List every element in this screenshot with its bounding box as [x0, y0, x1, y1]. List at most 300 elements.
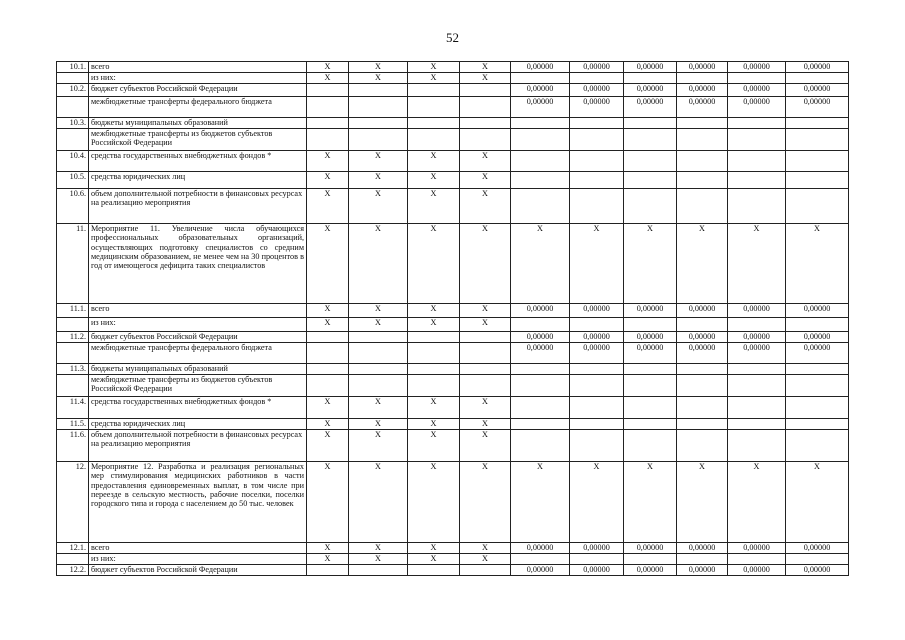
- row-label: объем дополнительной потребности в финансовых ресурсах на реализацию мероприятия: [89, 189, 307, 224]
- table-cell: [677, 397, 728, 419]
- table-cell: X: [349, 430, 408, 462]
- table-cell: [511, 375, 570, 397]
- row-number: 10.6.: [57, 189, 89, 224]
- table-cell: 0,00000: [728, 62, 786, 73]
- table-row: [57, 462, 849, 543]
- table-cell: X: [408, 318, 460, 332]
- row-number: 11.4.: [57, 397, 89, 419]
- table-cell: 0,00000: [728, 97, 786, 118]
- table-cell: X: [307, 151, 349, 172]
- table-row: [57, 397, 849, 419]
- page-number: 52: [446, 30, 459, 45]
- table-cell: X: [460, 172, 511, 189]
- row-number: [57, 129, 89, 151]
- table-row: [57, 565, 849, 576]
- table-cell: 0,00000: [677, 543, 728, 554]
- table-cell: 0,00000: [786, 304, 849, 318]
- table-cell: [408, 565, 460, 576]
- table-cell: X: [408, 62, 460, 73]
- table-cell: [786, 397, 849, 419]
- table-cell: X: [786, 224, 849, 304]
- table-cell: [624, 554, 677, 565]
- row-label: всего: [89, 304, 307, 318]
- table-cell: X: [570, 224, 624, 304]
- table-cell: [570, 397, 624, 419]
- table-cell: [728, 364, 786, 375]
- table-cell: 0,00000: [570, 543, 624, 554]
- table-cell: [786, 172, 849, 189]
- row-number: [57, 375, 89, 397]
- table-cell: [786, 430, 849, 462]
- row-number: 12.: [57, 462, 89, 543]
- table-cell: X: [624, 224, 677, 304]
- table-cell: [677, 364, 728, 375]
- table-cell: 0,00000: [570, 84, 624, 97]
- table-cell: [624, 189, 677, 224]
- table-row: [57, 430, 849, 462]
- row-number: 11.6.: [57, 430, 89, 462]
- row-number: 10.1.: [57, 62, 89, 73]
- table-cell: [408, 364, 460, 375]
- table-cell: 0,00000: [511, 343, 570, 364]
- table-cell: X: [460, 430, 511, 462]
- row-label: из них:: [89, 318, 307, 332]
- table-cell: 0,00000: [677, 565, 728, 576]
- row-number: [57, 97, 89, 118]
- table-cell: X: [677, 224, 728, 304]
- row-number: [57, 318, 89, 332]
- table-cell: [460, 84, 511, 97]
- table-cell: 0,00000: [677, 343, 728, 364]
- table-cell: [786, 364, 849, 375]
- table-cell: 0,00000: [786, 543, 849, 554]
- row-number: [57, 73, 89, 84]
- table-cell: 0,00000: [786, 97, 849, 118]
- table-cell: [728, 375, 786, 397]
- table-cell: X: [408, 430, 460, 462]
- table-cell: X: [460, 397, 511, 419]
- table-cell: [786, 419, 849, 430]
- table-cell: [460, 118, 511, 129]
- table-cell: 0,00000: [570, 565, 624, 576]
- table-cell: [728, 73, 786, 84]
- row-label: межбюджетные трансферты федерального бюджета: [89, 343, 307, 364]
- table-row: [57, 172, 849, 189]
- table-cell: [677, 172, 728, 189]
- table-cell: X: [460, 62, 511, 73]
- table-cell: [624, 151, 677, 172]
- table-cell: [349, 565, 408, 576]
- table-cell: X: [728, 224, 786, 304]
- table-cell: [570, 118, 624, 129]
- row-label: средства юридических лиц: [89, 172, 307, 189]
- table-cell: [728, 189, 786, 224]
- table-cell: [511, 129, 570, 151]
- table-cell: [786, 318, 849, 332]
- row-label: средства государственных внебюджетных фондов *: [89, 151, 307, 172]
- table-cell: X: [460, 224, 511, 304]
- table-cell: [307, 332, 349, 343]
- table-row: [57, 129, 849, 151]
- row-number: 10.4.: [57, 151, 89, 172]
- table-cell: [307, 364, 349, 375]
- table-cell: 0,00000: [786, 84, 849, 97]
- table-cell: X: [677, 462, 728, 543]
- table-cell: [728, 129, 786, 151]
- table-cell: [511, 151, 570, 172]
- table-cell: 0,00000: [728, 84, 786, 97]
- table-cell: X: [307, 318, 349, 332]
- table-cell: [349, 84, 408, 97]
- table-cell: [677, 151, 728, 172]
- table-row: [57, 419, 849, 430]
- table-cell: [786, 189, 849, 224]
- table-cell: X: [307, 172, 349, 189]
- table-cell: [677, 554, 728, 565]
- table-cell: 0,00000: [511, 97, 570, 118]
- table-cell: X: [460, 73, 511, 84]
- row-label: бюджет субъектов Российской Федерации: [89, 84, 307, 97]
- table-row: [57, 364, 849, 375]
- table-cell: [786, 151, 849, 172]
- table-cell: [786, 73, 849, 84]
- table-cell: X: [349, 397, 408, 419]
- table-cell: [570, 151, 624, 172]
- row-number: 10.3.: [57, 118, 89, 129]
- table-cell: 0,00000: [624, 343, 677, 364]
- row-label: межбюджетные трансферты федерального бюджета: [89, 97, 307, 118]
- table-cell: [511, 189, 570, 224]
- table-cell: X: [460, 462, 511, 543]
- row-label: бюджеты муниципальных образований: [89, 364, 307, 375]
- table-row: [57, 151, 849, 172]
- row-label: Мероприятие 11. Увеличение числа обучающихся профессиональных образовательных организаций, осуществляющих подготовку специалистов со средним медицинским образованием, не менее чем на 30 процентов в год от имеющегося дефицита таких специалистов: [89, 224, 307, 304]
- table-cell: [307, 129, 349, 151]
- table-cell: 0,00000: [570, 332, 624, 343]
- table-cell: X: [349, 304, 408, 318]
- table-cell: [677, 73, 728, 84]
- row-number: 12.2.: [57, 565, 89, 576]
- row-label: межбюджетные трансферты из бюджетов субъектов Российской Федерации: [89, 129, 307, 151]
- table-cell: 0,00000: [728, 565, 786, 576]
- table-row: [57, 375, 849, 397]
- table-cell: [408, 97, 460, 118]
- table-cell: [624, 397, 677, 419]
- table-cell: [677, 430, 728, 462]
- table-cell: [408, 332, 460, 343]
- table-cell: X: [307, 397, 349, 419]
- row-label: бюджеты муниципальных образований: [89, 118, 307, 129]
- table-cell: [677, 129, 728, 151]
- table-cell: X: [349, 172, 408, 189]
- table-cell: 0,00000: [624, 62, 677, 73]
- row-number: 10.2.: [57, 84, 89, 97]
- table-cell: X: [307, 189, 349, 224]
- table-cell: 0,00000: [624, 543, 677, 554]
- table-cell: [570, 189, 624, 224]
- table-cell: 0,00000: [786, 62, 849, 73]
- table-cell: [460, 332, 511, 343]
- table-cell: [624, 430, 677, 462]
- table-cell: [307, 375, 349, 397]
- table-cell: [624, 73, 677, 84]
- table-row: [57, 97, 849, 118]
- table-cell: X: [408, 73, 460, 84]
- table-cell: X: [624, 462, 677, 543]
- table-cell: X: [307, 62, 349, 73]
- row-number: [57, 554, 89, 565]
- table-cell: [570, 364, 624, 375]
- table-cell: X: [349, 462, 408, 543]
- table-row: [57, 73, 849, 84]
- table-cell: X: [307, 543, 349, 554]
- table-cell: X: [408, 462, 460, 543]
- table-cell: X: [408, 543, 460, 554]
- table-cell: [511, 364, 570, 375]
- table-cell: [677, 375, 728, 397]
- table-cell: X: [460, 189, 511, 224]
- table-cell: X: [349, 543, 408, 554]
- table-cell: X: [408, 224, 460, 304]
- row-number: 10.5.: [57, 172, 89, 189]
- table-cell: X: [460, 543, 511, 554]
- table-cell: X: [786, 462, 849, 543]
- table-cell: [728, 118, 786, 129]
- table-cell: X: [307, 462, 349, 543]
- table-cell: [624, 172, 677, 189]
- table-row: [57, 84, 849, 97]
- table-cell: 0,00000: [677, 84, 728, 97]
- budget-table: [56, 61, 849, 576]
- table-cell: [624, 129, 677, 151]
- table-cell: [349, 332, 408, 343]
- table-cell: [511, 73, 570, 84]
- table-cell: X: [728, 462, 786, 543]
- table-row: [57, 543, 849, 554]
- table-cell: [511, 430, 570, 462]
- table-cell: [677, 318, 728, 332]
- table-cell: [511, 318, 570, 332]
- table-cell: [677, 118, 728, 129]
- row-number: 11.3.: [57, 364, 89, 375]
- table-row: [57, 224, 849, 304]
- table-cell: 0,00000: [728, 332, 786, 343]
- table-cell: X: [511, 462, 570, 543]
- table-cell: [460, 565, 511, 576]
- table-cell: [624, 375, 677, 397]
- table-row: [57, 62, 849, 73]
- table-cell: X: [511, 224, 570, 304]
- table-cell: [408, 343, 460, 364]
- table-cell: [349, 375, 408, 397]
- table-cell: [728, 554, 786, 565]
- row-number: 11.: [57, 224, 89, 304]
- table-cell: [511, 419, 570, 430]
- table-cell: X: [349, 318, 408, 332]
- table-cell: [349, 97, 408, 118]
- table-cell: [728, 172, 786, 189]
- table-cell: [408, 84, 460, 97]
- table-cell: X: [408, 151, 460, 172]
- table-cell: 0,00000: [570, 343, 624, 364]
- table-cell: X: [349, 151, 408, 172]
- table-cell: 0,00000: [624, 565, 677, 576]
- table-cell: X: [460, 419, 511, 430]
- table-cell: [677, 189, 728, 224]
- table-cell: 0,00000: [511, 565, 570, 576]
- row-number: [57, 343, 89, 364]
- table-cell: X: [460, 318, 511, 332]
- table-cell: [624, 364, 677, 375]
- table-cell: [570, 554, 624, 565]
- row-label: Мероприятие 12. Разработка и реализация региональных мер стимулирования медицинских работников в части предоставления единовременных выплат, в том числе при переезде в сельскую местность, рабочие поселки, поселки городского типа и города с населением до 50 тыс. человек: [89, 462, 307, 543]
- table-cell: [511, 118, 570, 129]
- table-cell: [786, 129, 849, 151]
- table-cell: [349, 118, 408, 129]
- row-label: бюджет субъектов Российской Федерации: [89, 332, 307, 343]
- table-cell: [728, 419, 786, 430]
- table-cell: 0,00000: [511, 304, 570, 318]
- table-cell: X: [460, 304, 511, 318]
- table-cell: 0,00000: [677, 62, 728, 73]
- table-cell: 0,00000: [728, 304, 786, 318]
- row-label: из них:: [89, 554, 307, 565]
- table-cell: [460, 343, 511, 364]
- row-label: объем дополнительной потребности в финансовых ресурсах на реализацию мероприятия: [89, 430, 307, 462]
- table-cell: [349, 129, 408, 151]
- row-number: 11.1.: [57, 304, 89, 318]
- table-cell: 0,00000: [786, 332, 849, 343]
- table-cell: X: [349, 73, 408, 84]
- table-cell: X: [408, 419, 460, 430]
- row-label: средства юридических лиц: [89, 419, 307, 430]
- table-cell: X: [307, 304, 349, 318]
- table-cell: [728, 318, 786, 332]
- table-row: [57, 118, 849, 129]
- table-cell: [570, 419, 624, 430]
- table-cell: X: [307, 224, 349, 304]
- table-cell: X: [408, 304, 460, 318]
- table-cell: 0,00000: [511, 84, 570, 97]
- row-label: из них:: [89, 73, 307, 84]
- table-cell: [786, 554, 849, 565]
- table-cell: X: [570, 462, 624, 543]
- table-cell: [511, 397, 570, 419]
- table-cell: [307, 343, 349, 364]
- table-cell: [349, 364, 408, 375]
- table-cell: X: [408, 189, 460, 224]
- table-cell: [408, 118, 460, 129]
- table-cell: 0,00000: [624, 84, 677, 97]
- table-row: [57, 318, 849, 332]
- table-cell: [460, 129, 511, 151]
- table-cell: 0,00000: [786, 343, 849, 364]
- table-cell: 0,00000: [570, 97, 624, 118]
- table-row: [57, 304, 849, 318]
- table-cell: X: [307, 554, 349, 565]
- table-cell: [307, 84, 349, 97]
- table-cell: X: [460, 151, 511, 172]
- table-cell: [460, 97, 511, 118]
- table-cell: [570, 73, 624, 84]
- table-cell: [570, 129, 624, 151]
- table-row: [57, 554, 849, 565]
- table-cell: 0,00000: [511, 543, 570, 554]
- table-cell: [460, 364, 511, 375]
- row-label: всего: [89, 543, 307, 554]
- table-cell: [570, 375, 624, 397]
- table-cell: [460, 375, 511, 397]
- table-cell: X: [349, 419, 408, 430]
- table-cell: [786, 375, 849, 397]
- table-cell: [408, 375, 460, 397]
- table-cell: [408, 129, 460, 151]
- table-cell: [728, 151, 786, 172]
- table-cell: X: [349, 224, 408, 304]
- row-number: 11.2.: [57, 332, 89, 343]
- table-cell: X: [307, 73, 349, 84]
- table-cell: [624, 118, 677, 129]
- table-cell: X: [460, 554, 511, 565]
- table-cell: [307, 118, 349, 129]
- row-label: бюджет субъектов Российской Федерации: [89, 565, 307, 576]
- table-row: [57, 343, 849, 364]
- table-cell: [677, 419, 728, 430]
- table-cell: 0,00000: [511, 62, 570, 73]
- table-cell: [786, 118, 849, 129]
- row-label: межбюджетные трансферты из бюджетов субъектов Российской Федерации: [89, 375, 307, 397]
- table-cell: [349, 343, 408, 364]
- table-cell: X: [307, 419, 349, 430]
- table-cell: 0,00000: [570, 62, 624, 73]
- table-cell: [511, 172, 570, 189]
- table-cell: [728, 397, 786, 419]
- table-cell: [570, 430, 624, 462]
- table-cell: 0,00000: [624, 97, 677, 118]
- table-cell: [570, 318, 624, 332]
- table-cell: X: [349, 62, 408, 73]
- table-row: [57, 189, 849, 224]
- table-cell: [624, 318, 677, 332]
- table-cell: X: [408, 554, 460, 565]
- table-cell: X: [349, 189, 408, 224]
- table-cell: [728, 430, 786, 462]
- table-cell: [570, 172, 624, 189]
- table-cell: X: [349, 554, 408, 565]
- row-label: всего: [89, 62, 307, 73]
- table-cell: 0,00000: [677, 97, 728, 118]
- row-number: 12.1.: [57, 543, 89, 554]
- table-cell: [624, 419, 677, 430]
- table-cell: 0,00000: [511, 332, 570, 343]
- table-cell: 0,00000: [624, 332, 677, 343]
- table-cell: 0,00000: [786, 565, 849, 576]
- table-cell: [307, 97, 349, 118]
- table-cell: [511, 554, 570, 565]
- table-row: [57, 332, 849, 343]
- table-cell: 0,00000: [677, 304, 728, 318]
- table-cell: 0,00000: [728, 343, 786, 364]
- table-cell: 0,00000: [570, 304, 624, 318]
- table-cell: X: [408, 172, 460, 189]
- table-cell: 0,00000: [728, 543, 786, 554]
- row-number: 11.5.: [57, 419, 89, 430]
- row-label: средства государственных внебюджетных фондов *: [89, 397, 307, 419]
- table-cell: X: [408, 397, 460, 419]
- table-cell: 0,00000: [624, 304, 677, 318]
- table-cell: [307, 565, 349, 576]
- table-cell: X: [307, 430, 349, 462]
